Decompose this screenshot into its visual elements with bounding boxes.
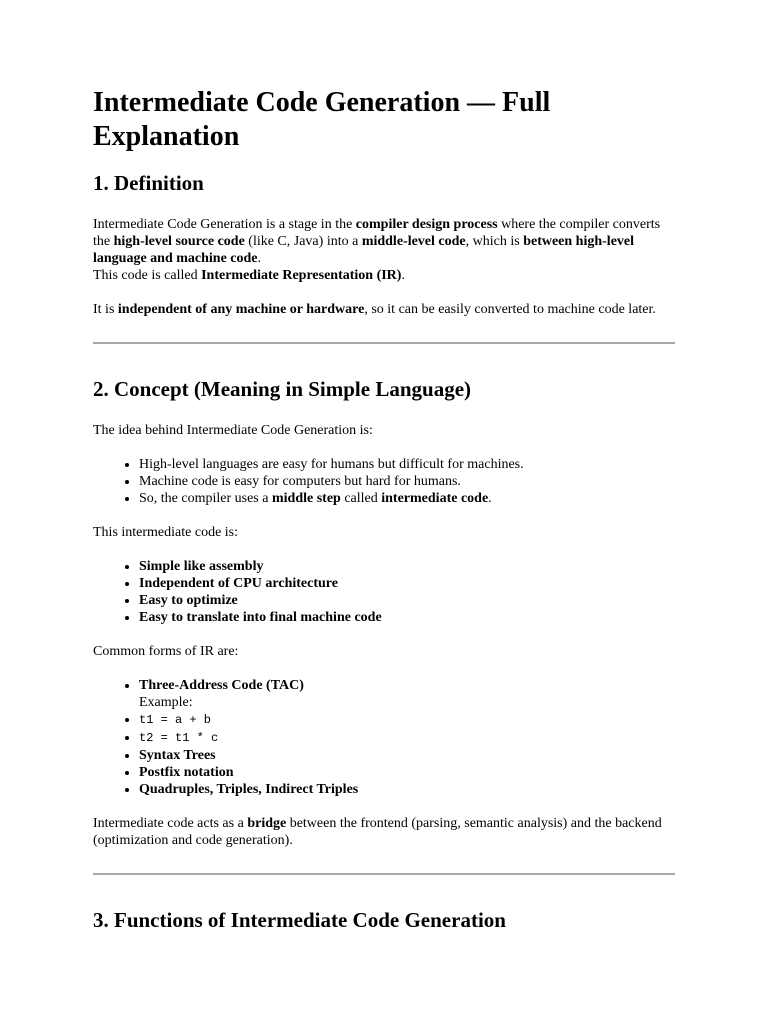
bold-run: middle step: [271, 491, 341, 506]
text-run: .: [401, 268, 405, 283]
list-item: [139, 764, 675, 781]
bold-run: Simple like assembly: [139, 559, 264, 574]
bold-run: Postfix notation: [139, 765, 234, 780]
bold-run: Syntax Trees: [139, 748, 216, 763]
definition-paragraph: [93, 216, 675, 284]
bold-run: Quadruples, Triples, Indirect Triples: [139, 782, 359, 797]
code-text: t2 = t1 * c: [139, 731, 219, 745]
text-run: , which is: [465, 234, 524, 249]
bold-run: compiler design process: [355, 217, 498, 232]
list-item: [139, 592, 675, 609]
text-run: Intermediate Code Generation is a stage in the: [93, 217, 356, 232]
is-intro: This intermediate code is:: [93, 525, 239, 540]
code-line: [139, 729, 675, 747]
text-run: between the frontend (parsing, semantic analysis) and the backend (optimization and code generation).: [93, 816, 662, 848]
concept-intro: The idea behind Intermediate Code Generation is:: [93, 423, 373, 438]
list-item: [139, 558, 675, 575]
section-divider: [93, 873, 675, 875]
bold-run: Intermediate Representation (IR): [201, 268, 402, 283]
section-divider: [93, 342, 675, 344]
bold-run: Easy to optimize: [139, 593, 238, 608]
bold-run: independent of any machine or hardware: [117, 302, 365, 317]
bold-run: bridge: [247, 816, 287, 831]
bold-run: intermediate code: [381, 491, 489, 506]
idea-list: [93, 456, 675, 507]
list-item: [139, 575, 675, 592]
text-run: It is: [93, 302, 118, 317]
bold-run: between high-level language and machine code: [93, 234, 635, 266]
bold-run: high-level source code: [113, 234, 245, 249]
list-item: [139, 747, 675, 764]
ir-forms-list: [93, 677, 675, 798]
list-item: [139, 490, 675, 507]
text-run: .: [257, 251, 262, 266]
page-title: Intermediate Code Generation — Full Explanation: [93, 87, 551, 152]
list-item: • Machine code is easy for computers but hard for humans.: [139, 473, 675, 490]
section-heading-functions: 3. Functions of Intermediate Code Generation: [93, 908, 506, 932]
text-run: This code is called: [93, 268, 202, 283]
text-run: Intermediate code acts as a: [93, 816, 248, 831]
code-text: t1 = a + b: [139, 713, 212, 727]
properties-list: [93, 558, 675, 626]
text-run: where the compiler converts the: [93, 217, 661, 249]
list-item: [139, 609, 675, 626]
bold-run: Easy to translate into final machine code: [139, 610, 382, 625]
document-page: [93, 86, 675, 953]
list-item: [139, 677, 675, 694]
text-run: So, the compiler uses a: [139, 491, 272, 506]
bridge-paragraph: [93, 815, 675, 849]
list-item: [139, 781, 675, 798]
bold-run: Three-Address Code (TAC): [139, 678, 304, 693]
text-run: (like C, Java) into a: [244, 234, 362, 249]
section-heading-definition: 1. Definition: [93, 171, 204, 195]
bold-run: middle-level code: [361, 234, 466, 249]
code-line: [139, 711, 675, 729]
forms-intro: Common forms of IR are:: [93, 644, 239, 659]
text-run: called: [340, 491, 382, 506]
list-item: • High-level languages are easy for humans but difficult for machines.: [139, 456, 675, 473]
bold-run: Independent of CPU architecture: [139, 576, 338, 591]
section-heading-concept: 2. Concept (Meaning in Simple Language): [93, 377, 472, 401]
text-run: , so it can be easily converted to machine code later.: [364, 302, 656, 317]
text-run: .: [488, 491, 492, 506]
independence-paragraph: [93, 301, 675, 318]
example-label: Example:: [139, 695, 193, 710]
